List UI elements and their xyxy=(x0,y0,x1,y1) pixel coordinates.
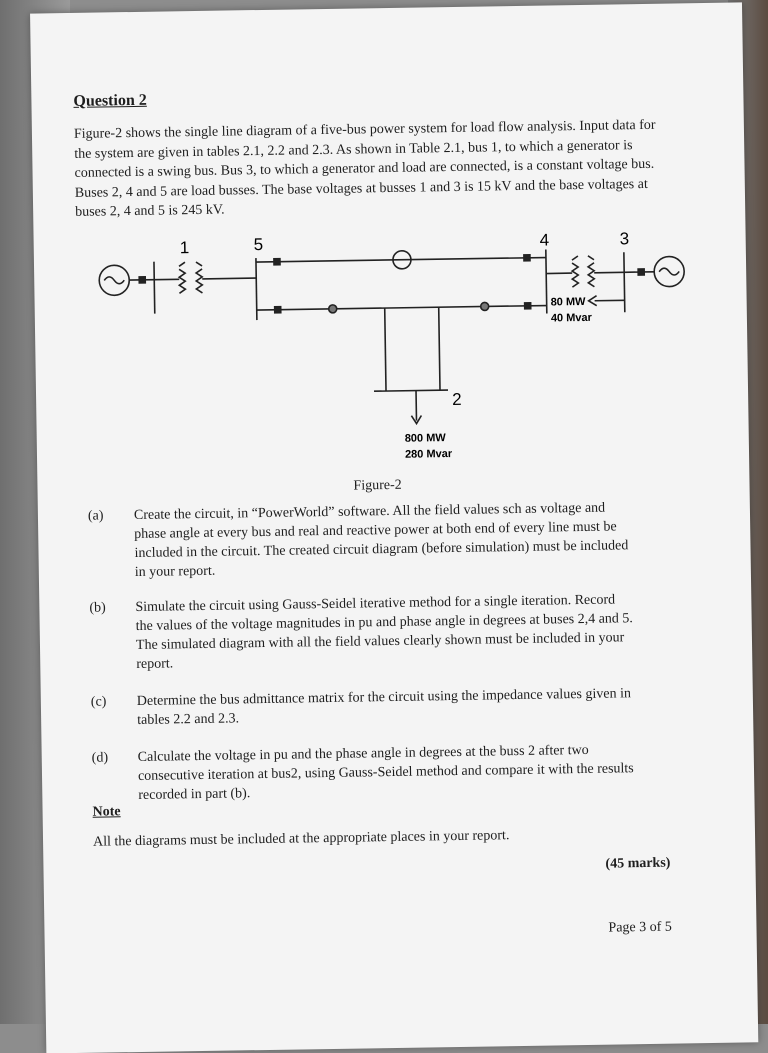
figure-caption: Figure-2 xyxy=(353,478,401,495)
generator-1-icon xyxy=(99,265,129,295)
part-b-text: Simulate the circuit using Gauss-Seidel iterative method for a single iteration. Record the values of the voltage magnitudes in pu and phase angle in degrees at buses 2,4 and 5. The simulated diagram with all the field values clearly shown must be included in your report. xyxy=(135,590,636,674)
bus-label-4: 4 xyxy=(540,230,550,249)
part-a-label: (a) xyxy=(88,507,104,526)
bus-3-line xyxy=(624,252,625,312)
part-c-text: Determine the bus admittance matrix for the circuit using the impedance values given in tables 2.2 and 2.3. xyxy=(137,684,638,730)
part-a-text: Create the circuit, in “PowerWorld” software. All the field values sch as voltage and phase angle at every bus and real and reactive power at both end of every line must be included in the circuit. The created circuit diagram (before simulation) must be included in your report. xyxy=(134,498,635,582)
question-title: Question 2 xyxy=(73,92,147,111)
part-b-label: (b) xyxy=(89,598,106,617)
bus-label-2: 2 xyxy=(452,390,462,409)
breaker-4-2-icon xyxy=(481,302,489,310)
bus-1-line xyxy=(154,262,155,314)
part-d-label: (d) xyxy=(92,748,109,767)
part-a xyxy=(80,497,681,586)
intro-paragraph: Figure-2 shows the single line diagram of a five-bus power system for load flow analysis. Input data for the system are given in tables 2.1, 2.2 and 2.3. As shown in Table 2.1, bus 1, to which a generator is connected is a swing bus. Bus 3, to which a generator and load are connected, is a constant voltage bus. Buses 2, 4 and 5 are load busses. The base voltages at busses 1 and 3 is 15 kV and the base voltages at buses 2, 4 and 5 is 245 kV. xyxy=(74,116,665,223)
bus2-load-mw: 800 MW xyxy=(405,432,447,445)
part-b xyxy=(81,589,682,678)
part-c-label: (c) xyxy=(91,692,107,711)
page-number: Page 3 of 5 xyxy=(608,920,672,937)
bus-2-line xyxy=(374,390,448,391)
bus3-load-mw: 80 MW xyxy=(551,296,587,309)
note-text: All the diagrams must be included at the appropriate places in your report. xyxy=(93,828,510,851)
bus-label-1: 1 xyxy=(180,238,190,257)
marks-label: (45 marks) xyxy=(605,856,670,873)
document-page xyxy=(30,2,758,1053)
transformer-4-3-icon xyxy=(572,256,594,287)
bus-4-line xyxy=(546,250,547,314)
breaker-5-2-icon xyxy=(329,305,337,313)
single-line-diagram xyxy=(83,221,707,481)
bus-label-3: 3 xyxy=(620,229,630,248)
bus2-load-mvar: 280 Mvar xyxy=(405,448,453,461)
bus3-load-mvar: 40 Mvar xyxy=(551,312,593,325)
part-d xyxy=(84,739,685,808)
note-heading: Note xyxy=(92,804,120,820)
part-c xyxy=(83,683,684,732)
part-d-text: Calculate the voltage in pu and the phase angle in degrees at the buss 2 after two consecutive iteration at bus2, using Gauss-Seidel method and compare it with the results recorded in part (b). xyxy=(138,740,639,805)
generator-3-icon xyxy=(654,256,684,286)
transformer-1-5-icon xyxy=(179,262,202,293)
bus-label-5: 5 xyxy=(254,235,264,254)
